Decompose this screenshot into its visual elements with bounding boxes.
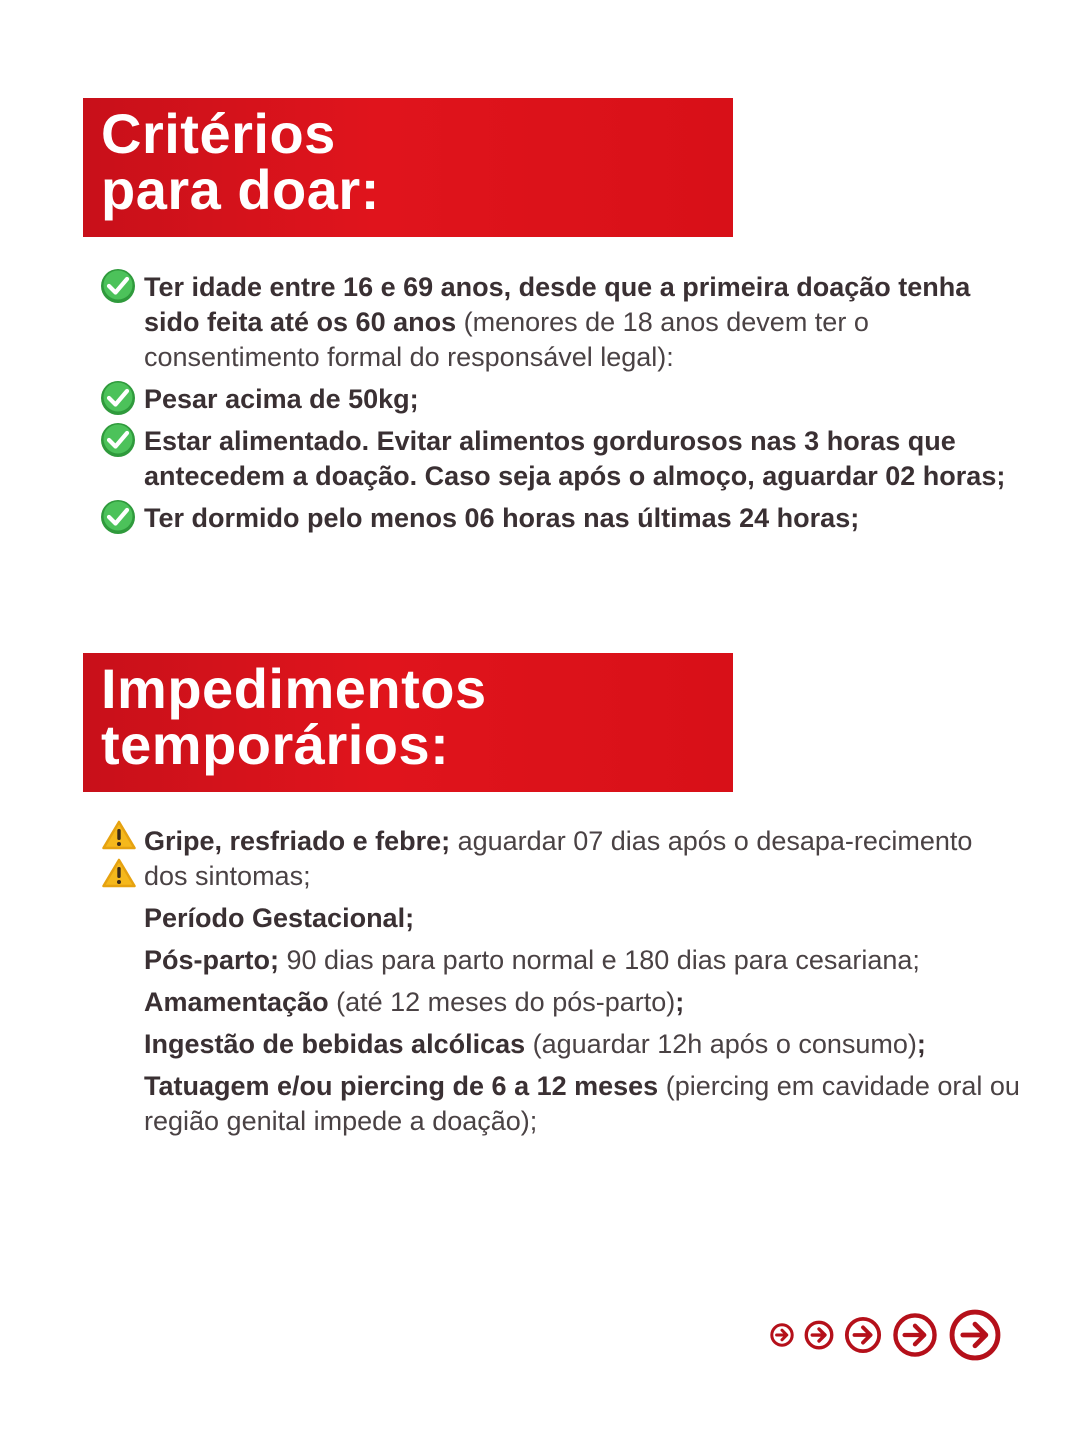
criteria-title-line2: para doar:: [101, 158, 380, 221]
arrow-right-icon: [892, 1312, 938, 1358]
impediments-title-line2: temporários:: [101, 713, 450, 776]
impediment-item-bold: Período Gestacional;: [144, 903, 415, 933]
impediment-item-bold: Ingestão de bebidas alcólicas: [144, 1029, 526, 1059]
impediment-item: [100, 901, 1020, 936]
impediment-item-bold: Tatuagem e/ou piercing de 6 a 12 meses: [144, 1071, 659, 1101]
criteria-item: [100, 382, 1020, 417]
criteria-list: [100, 270, 1020, 543]
impediment-item: [100, 1069, 1020, 1139]
criteria-item: [100, 501, 1020, 536]
impediment-item: [100, 824, 1020, 894]
impediment-item-bold: Pós-parto;: [144, 945, 279, 975]
impediment-item-tail: ;: [675, 987, 685, 1017]
impediment-item-bold: Amamentação: [144, 987, 329, 1017]
criteria-title-line1: Critérios: [101, 102, 336, 165]
impediment-item-regular: aguardar 07 dias após o desapa-recimento dos sintomas;: [144, 826, 973, 891]
impediment-item-regular: (aguardar 12h após o consumo): [525, 1029, 917, 1059]
next-arrows[interactable]: [770, 1308, 1002, 1362]
impediment-item: [100, 1027, 1020, 1062]
check-icon: [100, 422, 136, 458]
warning-icon: [102, 820, 136, 850]
criteria-item-bold: Ter idade entre 16 e 69 anos, desde que a primeira doação tenha sido feita até os 60 anos: [144, 272, 971, 337]
impediment-item-regular: (até 12 meses do pós-parto): [328, 987, 676, 1017]
impediment-item-regular: (piercing em cavidade oral ou região genital impede a doação);: [144, 1071, 1020, 1136]
check-icon: [100, 499, 136, 535]
impediments-title-line1: Impedimentos: [101, 657, 487, 720]
criteria-item-bold: Estar alimentado. Evitar alimentos gordurosos nas 3 horas que antecedem a doação. Caso seja após o almoço, aguardar 02 horas;: [144, 426, 1006, 491]
check-icon: [100, 268, 136, 304]
criteria-item-bold: Ter dormido pelo menos 06 horas nas últimas 24 horas;: [144, 503, 860, 533]
impediments-list: [100, 824, 1020, 1146]
arrow-right-icon: [770, 1323, 794, 1347]
arrow-right-icon: [804, 1320, 834, 1350]
arrow-right-icon: [844, 1316, 882, 1354]
impediment-item-regular: 90 dias para parto normal e 180 dias para cesariana;: [279, 945, 920, 975]
impediment-item: [100, 943, 1020, 978]
arrow-right-icon: [948, 1308, 1002, 1362]
criteria-item: [100, 270, 1020, 375]
warning-icon: [102, 858, 136, 888]
impediment-item-tail: ;: [916, 1029, 926, 1059]
criteria-item: [100, 424, 1020, 494]
check-icon: [100, 380, 136, 416]
impediment-item: [100, 985, 1020, 1020]
criteria-banner: [83, 98, 733, 237]
impediments-banner: [83, 653, 733, 792]
criteria-item-bold: Pesar acima de 50kg;: [144, 384, 419, 414]
impediment-item-bold: Gripe, resfriado e febre;: [144, 826, 451, 856]
criteria-item-regular: (menores de 18 anos devem ter o consentimento formal do responsável legal):: [144, 307, 869, 372]
